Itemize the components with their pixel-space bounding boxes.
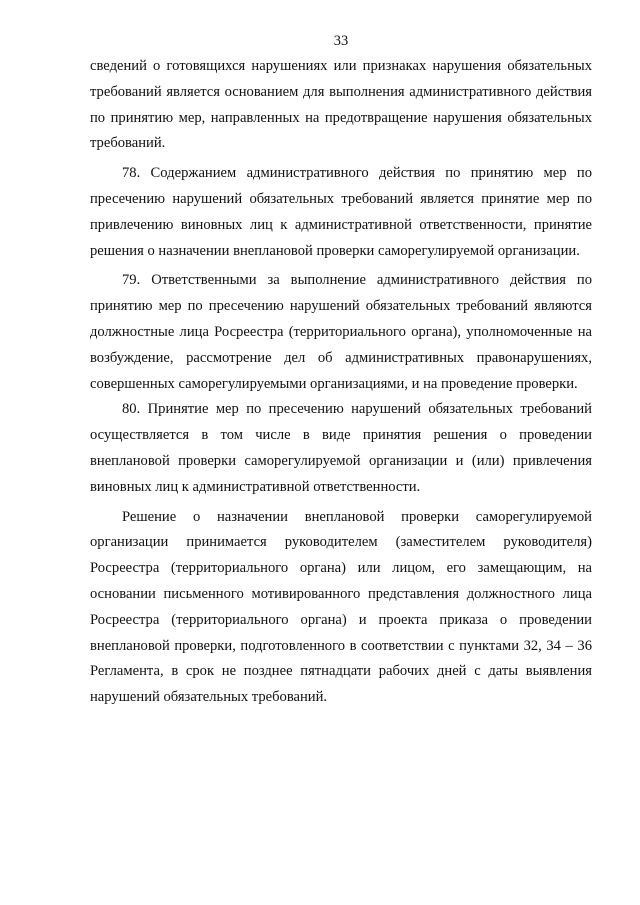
- document-body: [90, 54, 592, 711]
- paragraph-80: 80. Принятие мер по пресечению нарушений обязательных требований осуществляется в том числе в виде принятия решения о проведении внеплановой проверки саморегулируемой организации и (или) привлечения виновных лиц к административной ответственности.: [90, 401, 592, 495]
- page-number: 33: [333, 33, 349, 49]
- paragraph-continuation: сведений о готовящихся нарушениях или признаках нарушения обязательных требований является основанием для выполнения административного действия по принятию мер, направленных на предотвращение нарушения обязательных требований.: [90, 58, 592, 152]
- paragraph-79: 79. Ответственными за выполнение административного действия по принятию мер по пресечению нарушений обязательных требований являются должностные лица Росреестра (территориального органа), уполномоченные на возбуждение, рассмотрение дел об административных правонарушениях, совершенных саморегулируемыми организациями, и на проведение проверки.: [90, 272, 592, 392]
- paragraph-decision: Решение о назначении внеплановой проверки саморегулируемой организации принимается руководителем (заместителем руководителя) Росреестра (территориального органа) или лицом, его замещающим, на основании письменного мотивированного представления должностного лица Росреестра (территориального органа) и проекта приказа о проведении внеплановой проверки, подготовленного в соответствии с пунктами 32, 34 – 36 Регламента, в срок не позднее пятнадцати рабочих дней с даты выявления нарушений обязательных требований.: [90, 508, 592, 706]
- paragraph-78: 78. Содержанием административного действия по принятию мер по пресечению нарушений обязательных требований является принятие мер по привлечению виновных лиц к административной ответственности, принятие решения о назначении внеплановой проверки саморегулируемой организации.: [90, 165, 592, 259]
